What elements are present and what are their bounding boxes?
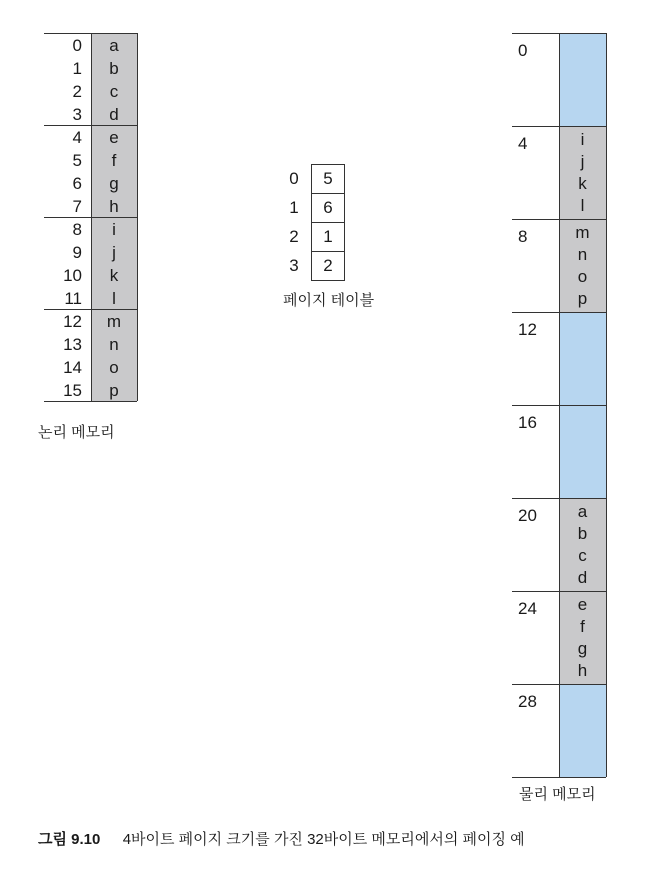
physical-frame-free bbox=[559, 684, 606, 777]
physical-byte: a bbox=[577, 502, 588, 521]
physical-address: 0 bbox=[518, 41, 528, 60]
logical-page-divider bbox=[44, 309, 137, 310]
logical-address: 2 bbox=[72, 82, 82, 101]
physical-address: 20 bbox=[518, 506, 537, 525]
page-number: 2 bbox=[289, 227, 299, 246]
logical-byte: a bbox=[109, 36, 119, 55]
logical-address: 0 bbox=[72, 36, 82, 55]
frame-number: 5 bbox=[323, 169, 333, 188]
logical-byte: p bbox=[109, 381, 119, 400]
physical-address: 16 bbox=[518, 413, 537, 432]
logical-byte: j bbox=[112, 243, 116, 262]
logical-address: 7 bbox=[72, 197, 82, 216]
logical-memory-label: 논리 메모리 bbox=[38, 424, 115, 441]
physical-frame-free bbox=[559, 405, 606, 498]
logical-address: 3 bbox=[72, 105, 82, 124]
physical-byte: j bbox=[580, 152, 585, 171]
logical-page-divider bbox=[44, 401, 137, 402]
logical-byte: m bbox=[106, 312, 122, 331]
logical-address: 13 bbox=[63, 335, 82, 354]
physical-byte: f bbox=[580, 617, 585, 636]
physical-memory-label: 물리 메모리 bbox=[519, 786, 596, 803]
physical-memory-left-border bbox=[559, 33, 560, 777]
logical-memory-right-border bbox=[137, 33, 138, 401]
frame-number: 6 bbox=[323, 198, 333, 217]
physical-byte: h bbox=[577, 661, 588, 680]
physical-bottom-border bbox=[512, 777, 606, 778]
logical-address: 5 bbox=[72, 151, 82, 170]
logical-address: 10 bbox=[63, 266, 82, 285]
page-number: 3 bbox=[289, 256, 299, 275]
logical-byte: k bbox=[109, 266, 119, 285]
physical-frame-free bbox=[559, 33, 606, 126]
logical-page-divider bbox=[44, 33, 137, 34]
frame-number: 2 bbox=[323, 256, 333, 275]
figure-number: 그림 9.10 bbox=[38, 831, 101, 848]
physical-byte: m bbox=[575, 223, 590, 242]
logical-byte: h bbox=[109, 197, 119, 216]
logical-byte: d bbox=[109, 105, 119, 124]
physical-address: 12 bbox=[518, 320, 537, 339]
logical-byte: o bbox=[109, 358, 119, 377]
physical-byte: g bbox=[577, 639, 588, 658]
logical-byte: n bbox=[109, 335, 119, 354]
logical-address: 1 bbox=[72, 59, 82, 78]
logical-address: 12 bbox=[63, 312, 82, 331]
logical-byte: g bbox=[109, 174, 119, 193]
logical-byte: l bbox=[112, 289, 116, 308]
frame-number: 1 bbox=[323, 227, 333, 246]
physical-byte: e bbox=[577, 595, 588, 614]
physical-frame-free bbox=[559, 312, 606, 405]
logical-page-divider bbox=[44, 125, 137, 126]
logical-byte: f bbox=[111, 151, 117, 170]
page-number: 0 bbox=[289, 169, 299, 188]
physical-byte: i bbox=[580, 130, 585, 149]
physical-address: 8 bbox=[518, 227, 528, 246]
physical-byte: n bbox=[577, 245, 588, 264]
logical-address: 4 bbox=[72, 128, 82, 147]
logical-byte: b bbox=[109, 59, 119, 78]
logical-address: 9 bbox=[72, 243, 82, 262]
physical-byte: k bbox=[578, 174, 587, 193]
physical-byte: l bbox=[580, 196, 585, 215]
logical-address: 11 bbox=[64, 289, 82, 308]
physical-memory-right-border bbox=[606, 33, 607, 777]
logical-byte: e bbox=[109, 128, 119, 147]
physical-byte: o bbox=[577, 267, 588, 286]
physical-byte: c bbox=[578, 546, 587, 565]
logical-page-divider bbox=[44, 217, 137, 218]
logical-address: 15 bbox=[63, 381, 82, 400]
figure-caption-text: 4바이트 페이지 크기를 가진 32바이트 메모리에서의 페이징 예 bbox=[122, 831, 525, 848]
physical-byte: d bbox=[577, 568, 588, 587]
physical-byte: b bbox=[577, 524, 588, 543]
physical-byte: p bbox=[577, 289, 588, 308]
physical-address: 28 bbox=[518, 692, 537, 711]
figure-caption bbox=[38, 830, 525, 850]
page-table-label: 페이지 테이블 bbox=[283, 292, 375, 309]
physical-address: 4 bbox=[518, 134, 528, 153]
logical-address: 6 bbox=[72, 174, 82, 193]
logical-byte: c bbox=[109, 82, 119, 101]
page-number: 1 bbox=[289, 198, 299, 217]
physical-address: 24 bbox=[518, 599, 537, 618]
logical-byte: i bbox=[112, 220, 116, 239]
logical-address: 14 bbox=[63, 358, 82, 377]
logical-address: 8 bbox=[72, 220, 82, 239]
